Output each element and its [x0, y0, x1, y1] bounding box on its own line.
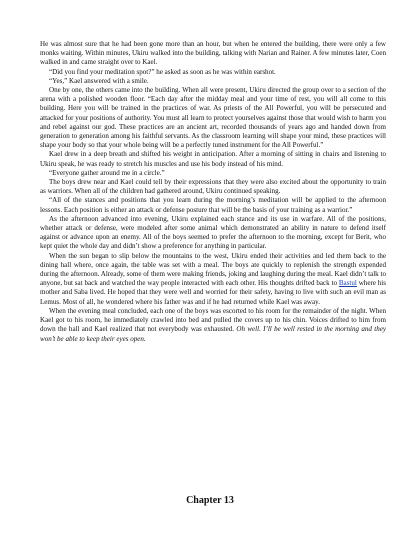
paragraph: As the afternoon advanced into evening, Ukiru explained each stance and its use in warfare. All of the positions, whether attack or defense, were modeled after some animal which demonstrated an ability in nature to defend itself against or advance upon an enemy. All of the boys seemed to prefer the afternoon to the morning, except for Berit, who kept quiet the whole day and didn’t show a preference for anything in particular.: [40, 214, 386, 251]
paragraph-text: When the sun began to slip below the mountains to the west, Ukiru ended their activities and led them back to the dining hall where, once again, the table was set with a meal. The boys ate quickly to replenish the strength expended during the afternoon. Already, some of them were making friends, joking and laughing during the meal. Kael didn’t talk to anyone, but sat back and watched the way people interacted with each other. His thoughts drifted back to: [40, 251, 386, 288]
paragraph: [40, 252, 386, 307]
paragraph: “Did you find your meditation spot?” he asked as soon as he was within earshot.: [49, 67, 276, 76]
paragraph-text: where his mother and Saba lived. He hoped that they were well and worried for their safety, having to live with such an evil man as Lemus. Most of all, he wondered where his father was and if he had returned while Kael was away.: [40, 279, 386, 306]
paragraph: The boys drew near and Kael could tell by their expressions that they were also excited about the opportunity to train as warriors. When all of the children had gathered around, Ukiru continued speaking.: [40, 178, 386, 196]
paragraph: “All of the stances and positions that you learn during the morning’s meditation will be applied to the afternoon lessons. Each position is either an attack or defense posture that will be the basis of your training as a warrior.”: [40, 196, 386, 214]
chapter-heading: Chapter 13: [186, 495, 234, 506]
paragraph: One by one, the others came into the building. When all were present, Ukiru directed the group over to a section of the arena with a polished wooden floor. “Each day after the midday meal and your time of rest, you will all come to this building. Here you will be trained in the practices of war. As priests of the All Powerful, you will be persecuted and attacked for your positions of authority. You must all learn to protect yourselves against those that would wish to harm you and rebel against our god. These practices are an ancient art, recorded thousands of years ago and handed down from generation to generation among his faithful servants. As the classroom learning will shape your mind, these practices will shape your body so that your whole being will be a perfectly tuned instrument for the All Powerful.”: [40, 86, 386, 150]
paragraph: “Yes,” Kael answered with a smile.: [49, 76, 149, 85]
bastul-link[interactable]: Bastul: [338, 279, 357, 288]
paragraph: He was almost sure that he had been gone more than an hour, but when he entered the building, there were only a few monks waiting. Within minutes, Ukiru walked into the building, talking with Narian and Rainer. A few minutes later, Coen walked in and came straight over to Kael.: [40, 40, 386, 67]
paragraph: Kael drew in a deep breath and shifted his weight in anticipation. After a morning of sitting in chairs and listening to Ukiru speak, he was ready to stretch his muscles and use his body instead of his mind.: [40, 150, 386, 168]
italic-thought: Oh well. I’ll be well rested in the morning and they won’t be able to keep their eyes open.: [40, 325, 386, 343]
paragraph-text: When the evening meal concluded, each one of the boys was escorted to his room for the remainder of the night. When Kael got to his room, he immediately crawled into bed and pulled the covers up to his chin. Voices drifted to him from down the hall and Kael realized that not everybody was exhausted.: [40, 306, 386, 334]
paragraph: “Everyone gather around me in a circle.”: [49, 168, 165, 177]
body-text: [40, 40, 386, 344]
paragraph: [40, 307, 386, 344]
